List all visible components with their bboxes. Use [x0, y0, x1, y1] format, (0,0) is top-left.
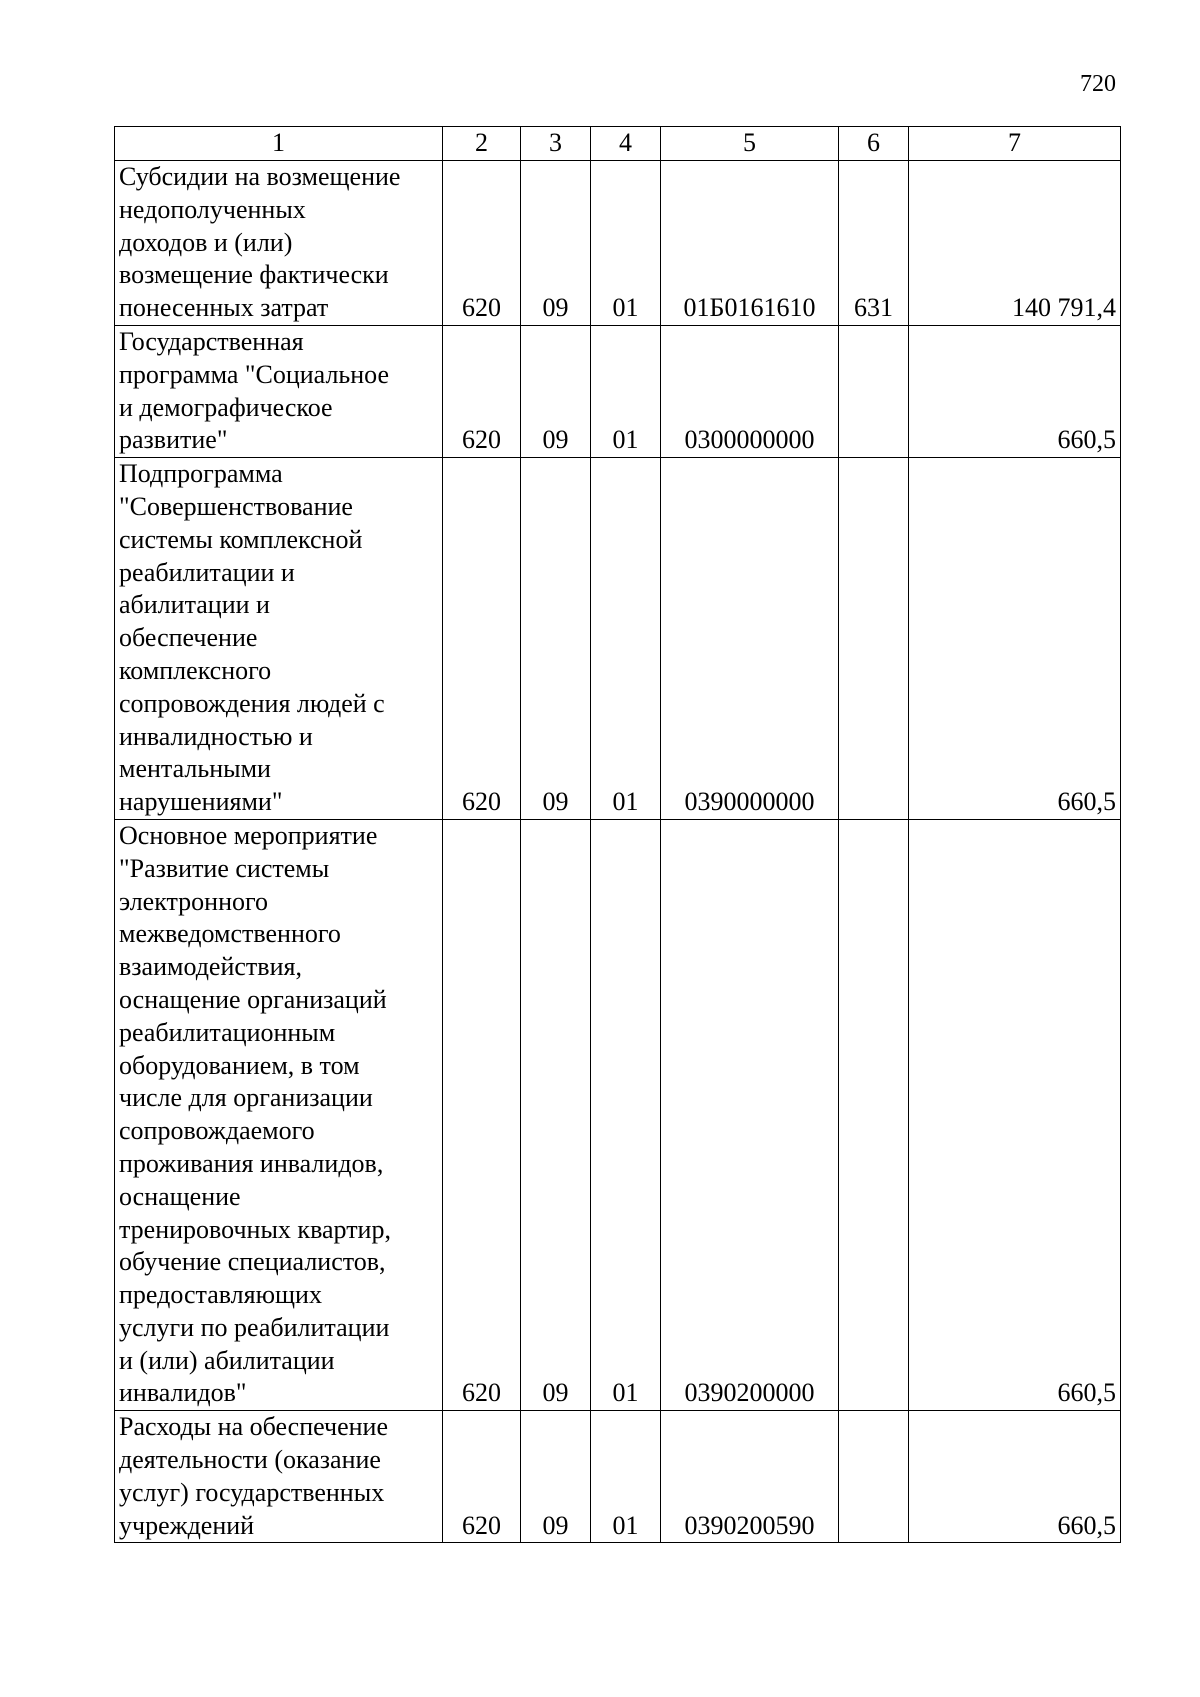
row-code-cell-c3: 09 [521, 1411, 591, 1543]
row-name-line: абилитации и [119, 590, 270, 620]
column-header-1: 1 [115, 127, 443, 161]
row-name-line: ментальными [119, 754, 271, 784]
row-code-cell-c5: 0300000000 [661, 325, 839, 457]
row-name-line: "Совершенствование [119, 491, 353, 521]
row-name-cell [115, 819, 443, 1410]
row-code-cell-c2: 620 [443, 819, 521, 1410]
row-name-line: реабилитации и [119, 557, 295, 587]
row-code-cell-c6 [839, 325, 909, 457]
row-code-cell-c2: 620 [443, 1411, 521, 1543]
header-row [115, 127, 1121, 161]
row-name-line: развитие" [119, 425, 228, 455]
row-code-cell-c3: 09 [521, 161, 591, 326]
row-code-cell-c4: 01 [591, 458, 661, 820]
row-code-cell-c4: 01 [591, 1411, 661, 1543]
budget-table [114, 126, 1121, 1543]
table-row [115, 161, 1121, 326]
column-header-5: 5 [661, 127, 839, 161]
row-name-line: системы комплексной [119, 524, 363, 554]
row-name-line: оснащение [119, 1181, 241, 1211]
row-name-cell [115, 161, 443, 326]
row-name-line: обучение специалистов, [119, 1247, 386, 1277]
row-code-cell-c5: 01Б0161610 [661, 161, 839, 326]
table-row [115, 819, 1121, 1410]
row-name-line: сопровождения людей с [119, 688, 385, 718]
row-name-line: и демографическое [119, 392, 333, 422]
row-name-line: понесенных затрат [119, 293, 329, 323]
table-row [115, 458, 1121, 820]
row-code-cell-c3: 09 [521, 819, 591, 1410]
row-amount-cell: 660,5 [909, 325, 1121, 457]
page-number: 720 [1080, 71, 1116, 97]
row-code-cell-c5: 0390200590 [661, 1411, 839, 1543]
row-name-line: Подпрограмма [119, 459, 283, 489]
table-row [115, 1411, 1121, 1543]
row-name-line: инвалидностью и [119, 721, 313, 751]
row-code-cell-c2: 620 [443, 161, 521, 326]
row-code-cell-c2: 620 [443, 458, 521, 820]
row-name-line: проживания инвалидов, [119, 1148, 384, 1178]
row-name-line: нарушениями" [119, 787, 283, 817]
row-amount-cell: 660,5 [909, 819, 1121, 1410]
row-name-line: комплексного [119, 655, 272, 685]
row-code-cell-c4: 01 [591, 819, 661, 1410]
row-code-cell-c5: 0390200000 [661, 819, 839, 1410]
row-code-cell-c6 [839, 1411, 909, 1543]
row-code-cell-c6 [839, 458, 909, 820]
row-code-cell-c6 [839, 819, 909, 1410]
row-amount-cell: 140 791,4 [909, 161, 1121, 326]
row-name-cell [115, 1411, 443, 1543]
row-name-cell [115, 458, 443, 820]
row-name-line: деятельности (оказание [119, 1445, 381, 1475]
row-name-line: возмещение фактически [119, 260, 389, 290]
row-name-line: сопровождаемого [119, 1116, 315, 1146]
row-name-line: реабилитационным [119, 1017, 336, 1047]
row-name-line: и (или) абилитации [119, 1345, 335, 1375]
row-amount-cell: 660,5 [909, 458, 1121, 820]
row-name-line: инвалидов" [119, 1378, 247, 1408]
column-header-6: 6 [839, 127, 909, 161]
row-name-line: Субсидии на возмещение [119, 162, 401, 191]
row-name-line: Основное мероприятие [119, 820, 378, 850]
row-code-cell-c3: 09 [521, 325, 591, 457]
row-code-cell-c4: 01 [591, 325, 661, 457]
row-name-line: оснащение организаций [119, 984, 387, 1014]
row-name-line: Расходы на обеспечение [119, 1412, 389, 1442]
row-code-cell-c3: 09 [521, 458, 591, 820]
row-name-cell [115, 325, 443, 457]
row-name-line: Государственная [119, 326, 304, 356]
column-header-4: 4 [591, 127, 661, 161]
row-name-line: услуги по реабилитации [119, 1312, 390, 1342]
table-row [115, 325, 1121, 457]
row-name-line: доходов и (или) [119, 227, 293, 257]
row-name-line: учреждений [119, 1510, 255, 1540]
row-code-cell-c6: 631 [839, 161, 909, 326]
column-header-7: 7 [909, 127, 1121, 161]
row-code-cell-c5: 0390000000 [661, 458, 839, 820]
row-name-line: взаимодействия, [119, 952, 302, 982]
row-code-cell-c2: 620 [443, 325, 521, 457]
row-name-line: межведомственного [119, 919, 341, 949]
row-amount-cell: 660,5 [909, 1411, 1121, 1543]
row-name-line: недополученных [119, 194, 306, 224]
row-code-cell-c4: 01 [591, 161, 661, 326]
row-name-line: тренировочных квартир, [119, 1214, 391, 1244]
row-name-line: предоставляющих [119, 1280, 322, 1310]
row-name-line: оборудованием, в том [119, 1050, 360, 1080]
row-name-line: программа "Социальное [119, 359, 390, 389]
table-body [115, 161, 1121, 1543]
row-name-line: услуг) государственных [119, 1477, 385, 1507]
row-name-line: обеспечение [119, 623, 258, 653]
column-header-2: 2 [443, 127, 521, 161]
row-name-line: электронного [119, 886, 269, 916]
column-header-3: 3 [521, 127, 591, 161]
row-name-line: числе для организации [119, 1083, 373, 1113]
row-name-line: "Развитие системы [119, 853, 330, 883]
